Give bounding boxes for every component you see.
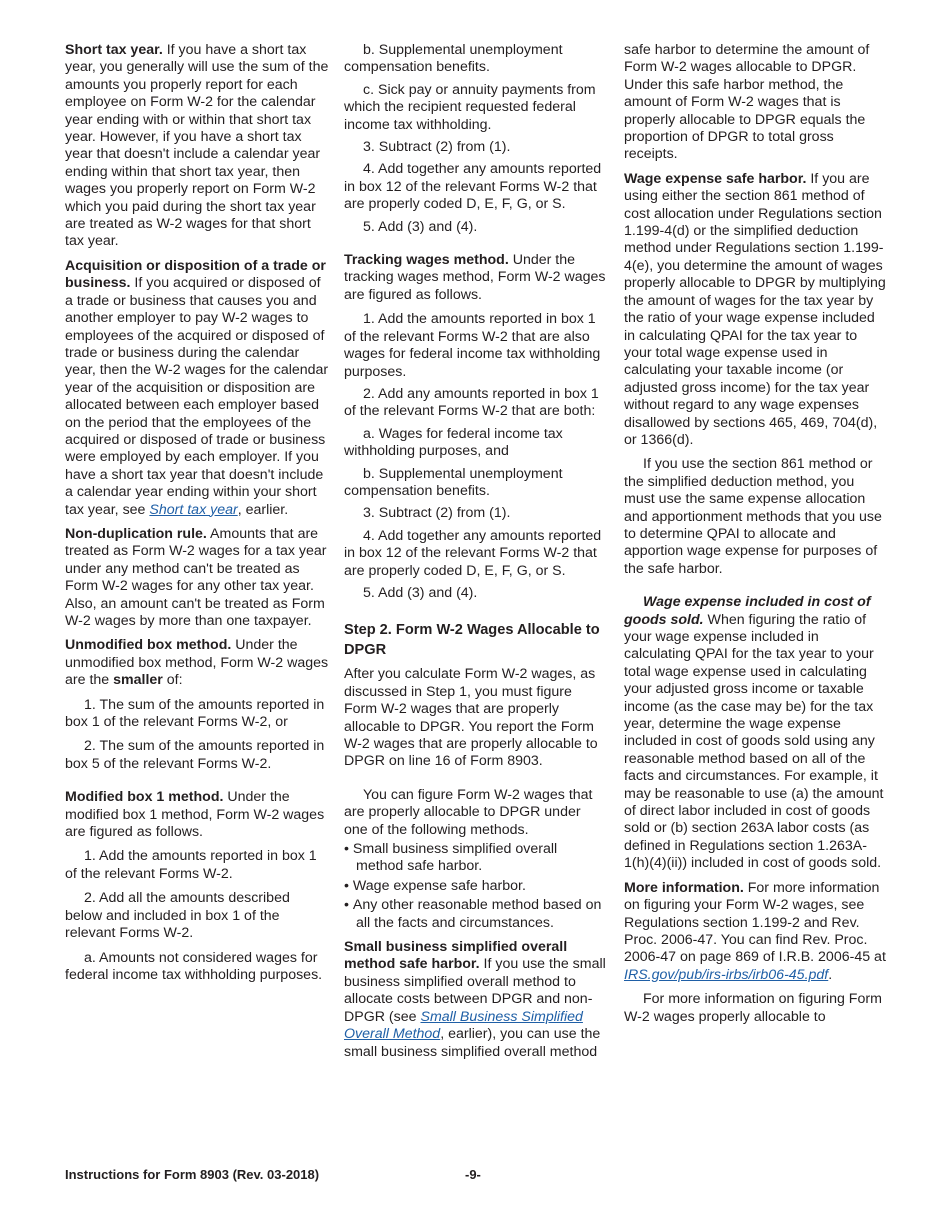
list-item: 1. The sum of the amounts reported in box 1 of the relevant Forms W-2, or [65,696,325,731]
paragraph-non-duplication: Non-duplication rule. Amounts that are treated as Form W-2 wages for a tax year under any method can't be treated as Form W-2 wages for any other tax year. Also, an amount can't be treated as Form W-2 wages by more than one taxpayer. [65,525,327,629]
heading-small-business: Small business simplified overall method safe harbor. [344,939,568,973]
list-item: 2. Add all the amounts described below and included in box 1 of the relevant Forms W-2. [65,890,290,942]
heading-short-tax-year: Short tax year. [65,42,163,58]
bullet-item: • Small business simplified overall method safe harbor. [344,841,558,875]
list-item: 2. The sum of the amounts reported in box 5 of the relevant Forms W-2. [65,738,325,772]
heading-more-info: More information. [624,879,744,896]
heading-cogs: Wage expense included in cost of goods sold. [624,594,871,628]
column-2 [344,42,606,1068]
heading-acquisition: Acquisition or disposition of a trade or business. [65,257,326,292]
column-1 [65,42,330,991]
list-item: 1. Add the amounts reported in box 1 of the relevant Forms W-2 that are also wages for federal income tax withholding purposes. [344,311,601,380]
list-item: 5. Add (3) and (4). [363,584,478,601]
list-item: 4. Add together any amounts reported in box 12 of the relevant Forms W-2 that are properly coded D, E, F, G, or S. [344,527,602,579]
heading-wage-expense: Wage expense safe harbor. [624,170,807,187]
heading-non-duplication: Non-duplication rule. [65,525,207,542]
paragraph-tracking: Tracking wages method. Under the tracking wages method, Form W-2 wages are figured as follows. [344,252,606,303]
list-item: b. Supplemental unemployment compensation benefits. [344,465,563,499]
list-item: c. Sick pay or annuity payments from which the recipient requested federal income tax withholding. [344,81,596,133]
list-item: 3. Subtract (2) from (1). [363,505,511,522]
list-item: a. Amounts not considered wages for federal income tax withholding purposes. [65,949,323,983]
column-3 [624,42,886,1033]
heading-unmodified: Unmodified box method. [65,637,232,654]
link-small-business-method[interactable]: Small Business Simplified Overall Method [344,1008,583,1043]
list-item: 3. Subtract (2) from (1). [363,139,511,156]
link-short-tax-year[interactable]: Short tax year [149,501,238,518]
footer-form-title: Instructions for Form 8903 (Rev. 03-2018) [65,1167,320,1182]
heading-tracking: Tracking wages method. [344,252,509,269]
section-heading-step2: Step 2. Form W-2 Wages Allocable to DPGR [344,622,600,659]
list-item: 4. Add together any amounts reported in box 12 of the relevant Forms W-2 that are properly coded D, E, F, G, or S. [344,161,602,213]
paragraph-step2: After you calculate Form W-2 wages, as discussed in Step 1, you must figure Form W-2 wages that are properly allocable to DPGR. You report the Form W-2 wages that are properly allocable to DPGR on line 16 of Form 8903. [344,666,598,770]
list-item: 2. Add any amounts reported in box 1 of the relevant Forms W-2 that are both: [344,385,599,420]
list-item: b. Supplemental unemployment compensation benefits. [344,42,563,76]
heading-modified: Modified box 1 method. [65,789,224,806]
list-item: 1. Add the amounts reported in box 1 of the relevant Forms W-2. [65,848,317,882]
paragraph-acquisition: Acquisition or disposition of a trade or business. If you acquired or disposed of a trade or business that causes you and another employer to pay W-2 wages to employees of the acquired or disposed of trade or business during the calendar year, then the W-2 wages for the calendar year of the acquisition or disposition are allocated between each employer based on the period that the employees of the acquired or disposed of trade or business were employed by each employer. If you have a short tax year that doesn't include a calendar year ending within your short tax year, see Short tax year, earlier. [65,257,329,518]
paragraph-more-info: More information. For more information on figuring your Form W-2 wages, see Regulations section 1.199-2 and Rev. Proc. 2006-47. You can find Rev. Proc. 2006-47 on page 869 of I.R.B. 2006-45 at IRS.gov/pub/irs-irbs/irb06-45.pdf. [624,879,886,983]
link-irb[interactable]: IRS.gov/pub/irs-irbs/irb06-45.pdf [624,966,829,983]
paragraph-small-business: Small business simplified overall method safe harbor. If you use the small business simplified overall method to allocate costs between DPGR and non-DPGR (see Small Business Simplified Overall Method, earlier), you can use the small business simplified overall method [344,939,606,1060]
paragraph-more-info-2: For more information on figuring Form W-2 wages properly allocable to [624,991,882,1025]
bullet-item: • Wage expense safe harbor. [344,877,526,894]
list-item: a. Wages for federal income tax withholding purposes, and [344,425,563,460]
paragraph-cogs: Wage expense included in cost of goods sold. When figuring the ratio of your wage expense included in calculating QPAI for the tax year to your total wage expense used in calculating your adjusted gross income or taxable income (as the case may be) for the tax year, determine the wage expense included in cost of goods sold using any reasonable method based on all of the facts and circumstances. For example, it may be reasonable to use (a) the amount of direct labor included in cost of goods sold or (b) section 263A labor costs (as defined in Regulations section 1.263A-1(h)(4)(ii)) included in cost of goods sold. [624,594,884,872]
paragraph-short-tax-year: Short tax year. If you have a short tax year, you generally will use the sum of the amounts you properly report for each employee on Form W-2 for the calendar year ending with or within that short tax year. However, if you have a short tax year that doesn't include a calendar year ending within that short tax year, then wages you properly report on Form W-2 which you paid during the short tax year are treated as W-2 wages for that short tax year. [65,42,329,250]
bullet-item: • Any other reasonable method based on all the facts and circumstances. [344,897,602,931]
list-item: 5. Add (3) and (4). [363,218,478,235]
paragraph-unmodified: Unmodified box method. Under the unmodified box method, Form W-2 wages are the smaller of: [65,637,329,689]
paragraph-modified: Modified box 1 method. Under the modified box 1 method, Form W-2 wages are figured as follows. [65,789,325,841]
paragraph-section-861: If you use the section 861 method or the simplified deduction method, you must use the same expense allocation and apportionment methods that you use to determine QPAI to allocate and apportion wage expense for purposes of the safe harbor. [624,456,882,577]
paragraph-methods-intro: You can figure Form W-2 wages that are properly allocable to DPGR under one of the following methods. [344,786,593,838]
paragraph-continued: safe harbor to determine the amount of Form W-2 wages allocable to DPGR. Under this safe harbor method, the amount of Form W-2 wages that is properly allocable to DPGR equals the proportion of DPGR to total gross receipts. [624,42,870,163]
paragraph-wage-expense: Wage expense safe harbor. If you are using either the section 861 method of cost allocation under Regulations section 1.199-4(d) or the simplified deduction method under Regulations section 1.199-4(e), you determine the amount of wages properly allocable to DPGR by multiplying the amount of wages for the tax year by the ratio of your wage expense included in calculating QPAI for the tax year to your total wage expense used in calculating your taxable income (or adjusted gross income) for the tax year without regard to any wage expenses disallowed by sections 465, 469, 704(d), or 1366(d). [624,170,886,448]
page-number: -9- [465,1167,481,1182]
